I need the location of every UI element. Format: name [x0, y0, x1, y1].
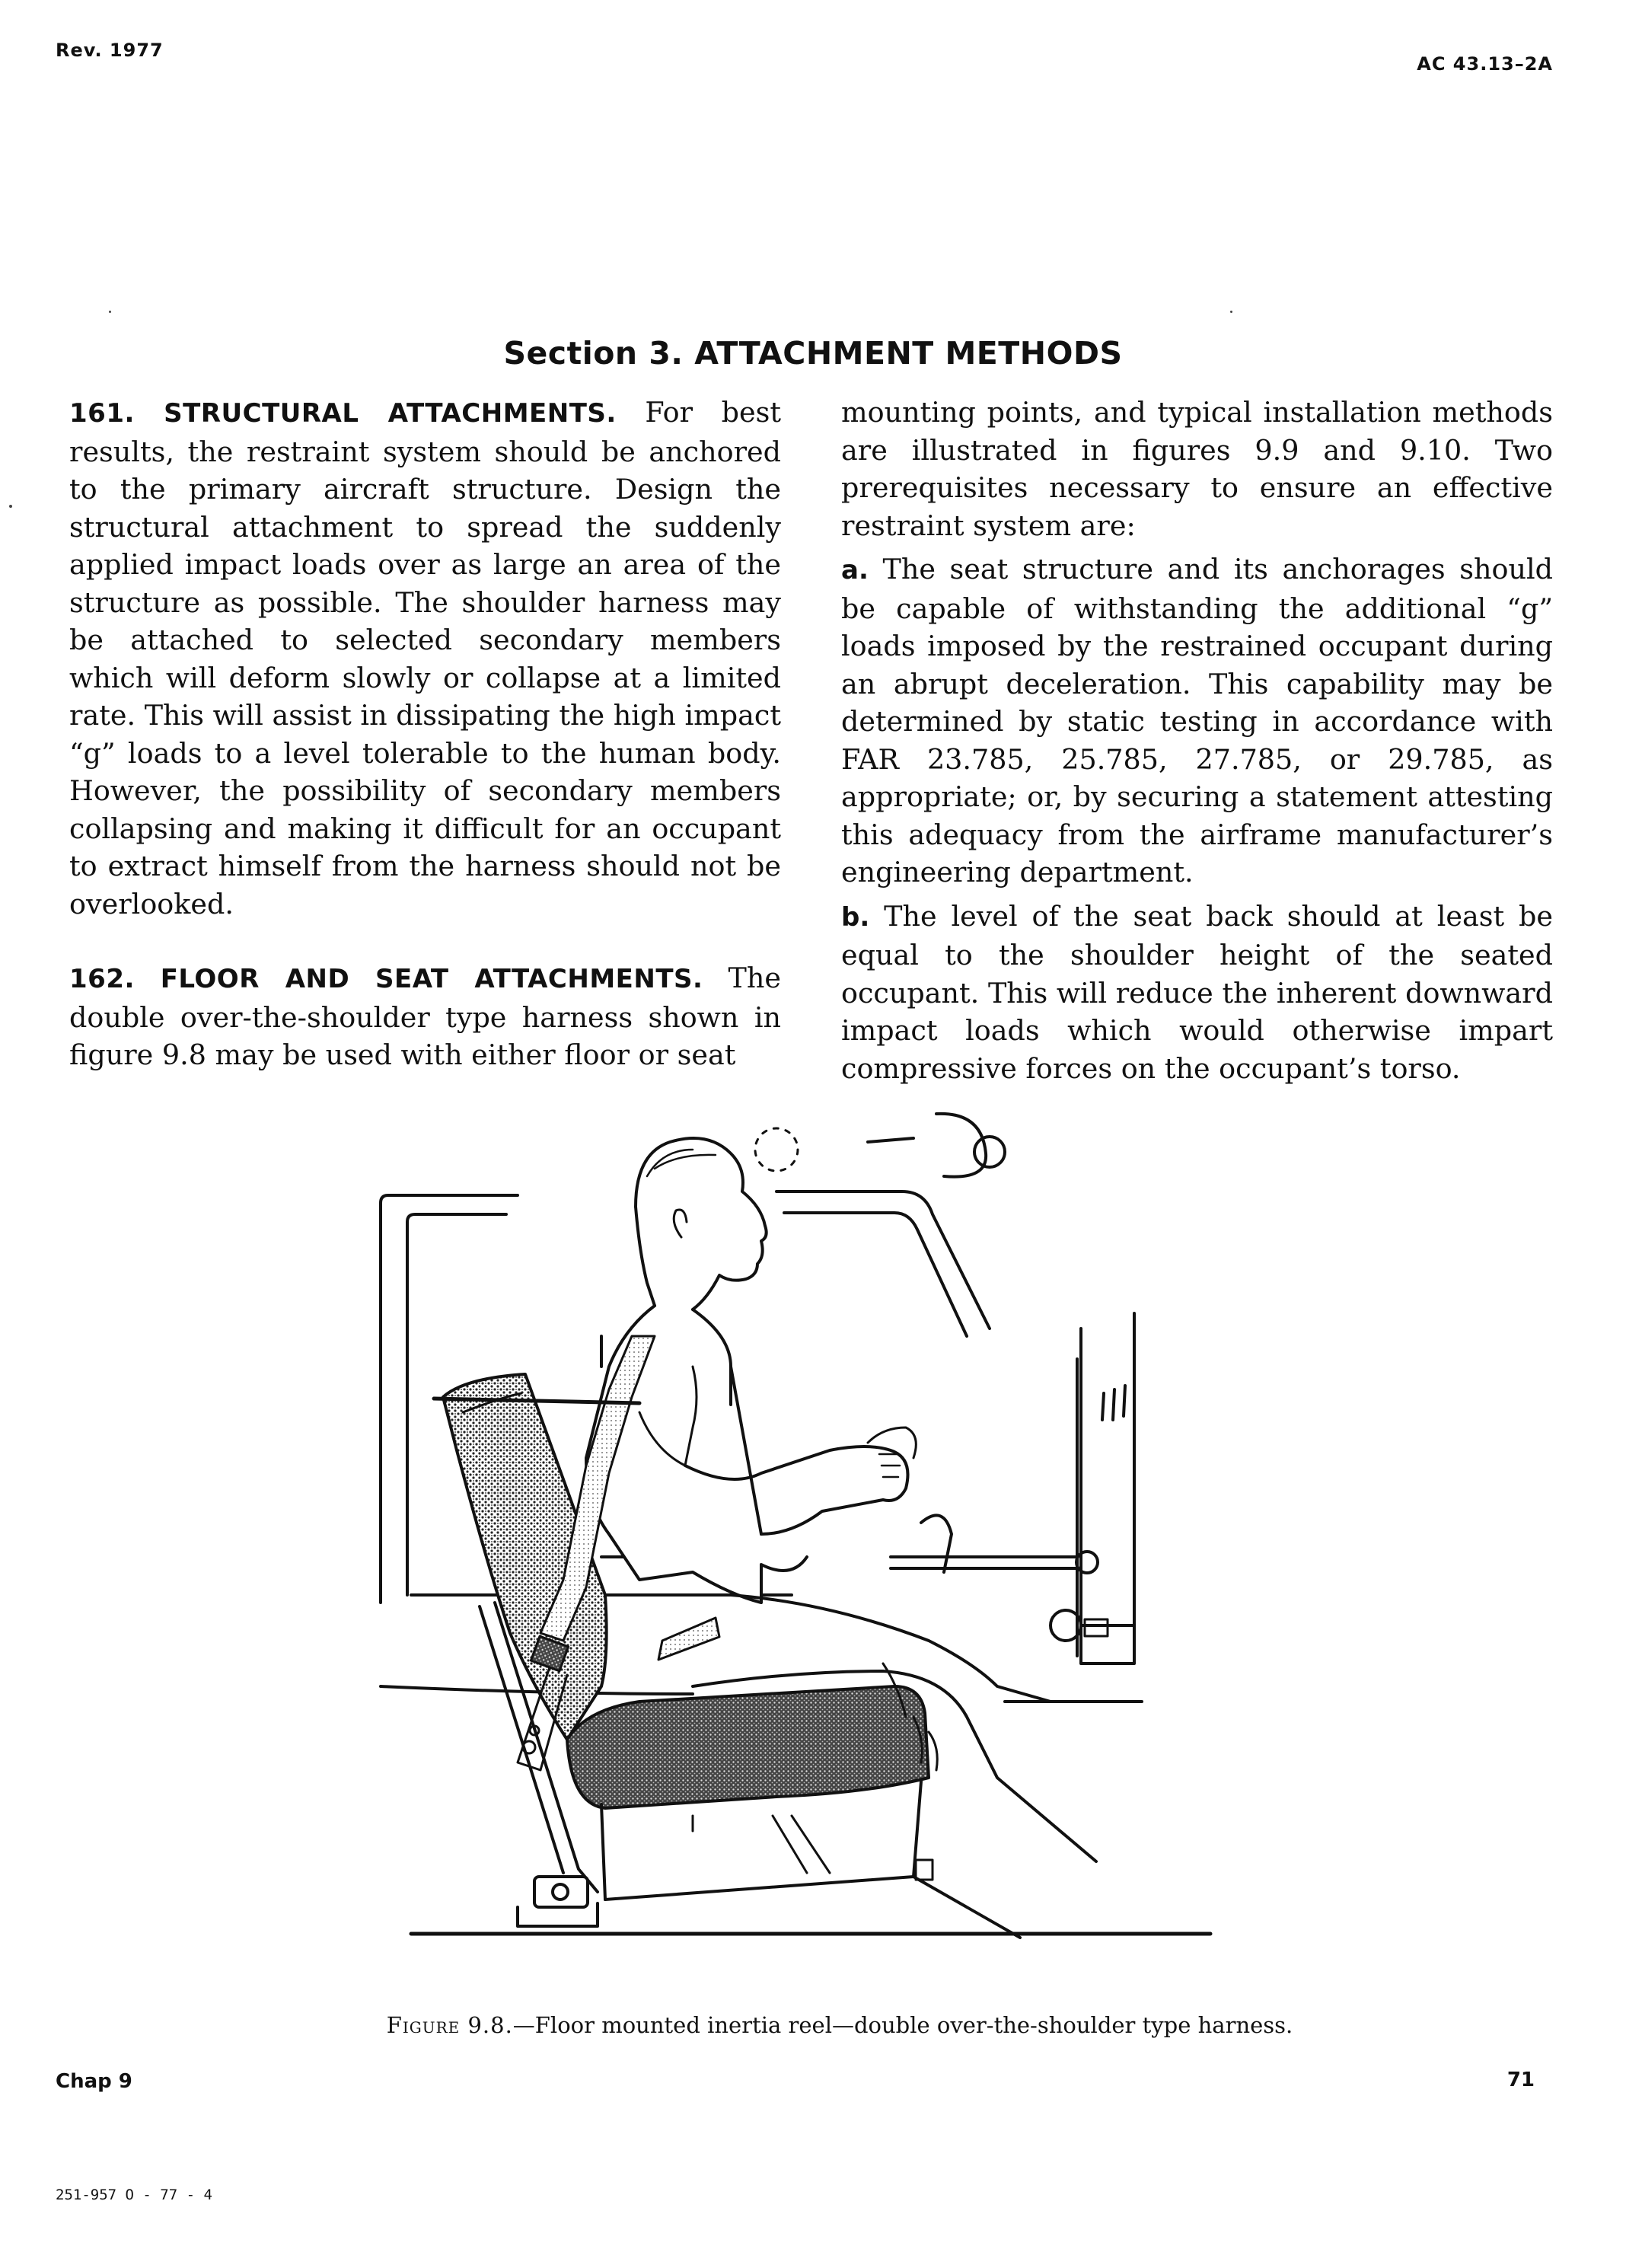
- print-speck: [9, 505, 12, 508]
- figure-caption-text: —Floor mounted inertia reel—double over-the-shoulder type harness.: [512, 2012, 1293, 2038]
- right-column: [841, 394, 1553, 1087]
- paragraph-162-text-part1: The double over-the-shoulder type harness shown in figure 9.8 may be used with either floor or seat: [69, 962, 781, 1071]
- paragraph-161-heading: 161. STRUCTURAL ATTACHMENTS.: [69, 398, 617, 429]
- instrument-panel: [1005, 1313, 1142, 1702]
- paragraph-162-continued: [841, 394, 1553, 544]
- overhead-handle: [755, 1114, 1005, 1177]
- section-title: Section 3. ATTACHMENT METHODS: [503, 335, 1123, 372]
- paragraph-162-heading: 162. FLOOR AND SEAT ATTACHMENTS.: [69, 964, 703, 994]
- figure-label: Figure 9.8.: [386, 2012, 513, 2038]
- list-item-b-label: b.: [841, 901, 870, 933]
- print-speck: [109, 311, 111, 313]
- print-code: 251-957 O - 77 - 4: [56, 2187, 212, 2203]
- chapter-label: Chap 9: [56, 2070, 132, 2093]
- list-item-b: [841, 898, 1553, 1088]
- paragraph-162-text-part2: mounting points, and typical installation methods are illustrated in figures 9.9 and 9.10. Two prerequisites necessary to ensure an effective restraint system are:: [841, 396, 1553, 542]
- seat-cushion: [567, 1686, 933, 1900]
- list-item-b-text: The level of the seat back should at least be equal to the shoulder height of the seated occupant. This will reduce the inherent downward impact loads which would otherwise impart compressive forces on the occupant’s torso.: [841, 899, 1553, 1085]
- document-number: AC 43.13–2A: [1417, 53, 1553, 75]
- list-item-a: [841, 550, 1553, 892]
- left-column: [69, 394, 781, 1074]
- page-number: 71: [1506, 2069, 1535, 2091]
- harness-illustration: [335, 1108, 1286, 1995]
- figure-caption: [0, 2012, 1626, 2038]
- revision-date: Rev. 1977: [56, 40, 164, 61]
- print-speck: [1230, 311, 1232, 313]
- list-item-a-text: The seat structure and its anchorages should be capable of withstanding the additional “g” loads imposed by the restrained occupant during an abrupt deceleration. This capability may be determined by static testing in accordance with FAR 23.785, 25.785, 27.785, or 29.785, as appropriate; or, by securing a statement attesting this adequacy from the airframe manufacturer’s engineering department.: [841, 553, 1553, 888]
- paragraph-161-text: For best results, the restraint system should be anchored to the primary aircraft structure. Design the structural attachment to spread the suddenly applied impact loads over as large an area of the structure as possible. The shoulder harness may be attached to selected secondary members which will deform slowly or collapse at a limited rate. This will assist in dissipating the high impact “g” loads to a level tolerable to the human body. However, the possibility of secondary members collapsing and making it difficult for an occupant to extract himself from the harness should not be overlooked.: [69, 396, 781, 920]
- control-yoke: [891, 1515, 1098, 1573]
- list-item-a-label: a.: [841, 555, 869, 585]
- paragraph-162-start: [69, 959, 781, 1074]
- paragraph-161: [69, 394, 781, 923]
